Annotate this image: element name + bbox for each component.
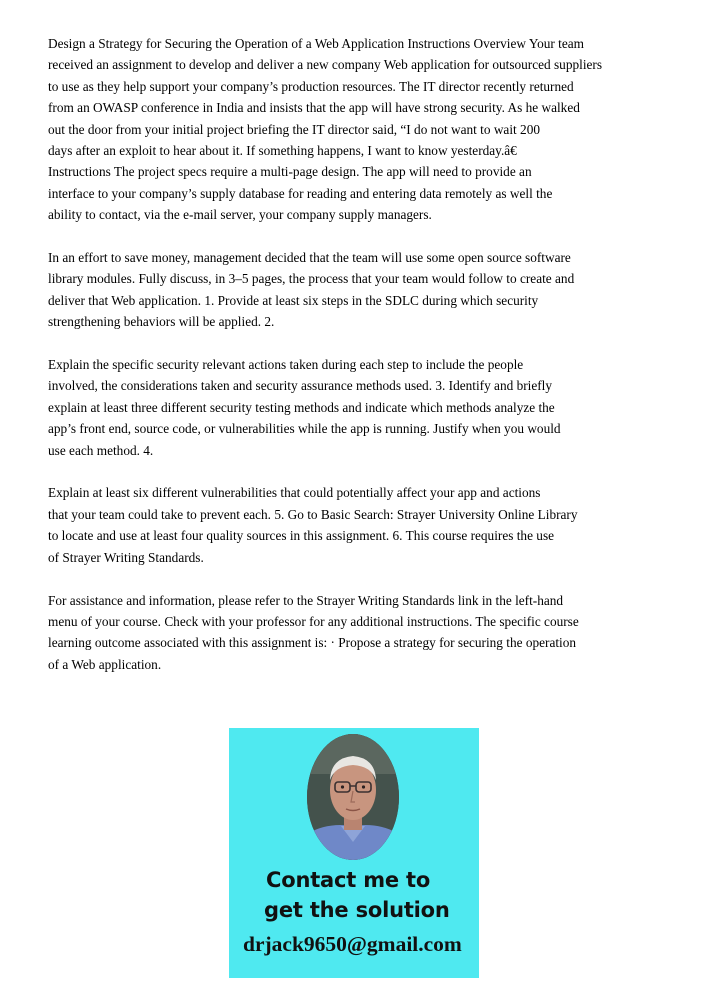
paragraph-4 [48, 482, 668, 568]
text-line: of a Web application. [48, 656, 162, 672]
text-line: that your team could take to prevent each. 5. Go to Basic Search: Strayer University Online Library [48, 506, 578, 522]
text-line: days after an exploit to hear about it. If something happens, I want to know yesterday.â€ [48, 143, 517, 159]
text-line: of Strayer Writing Standards. [48, 549, 204, 565]
text-line: ability to contact, via the e-mail server, your company supply managers. [48, 207, 432, 223]
portrait-photo [307, 734, 399, 860]
paragraph-2 [48, 247, 668, 333]
text-line: out the door from your initial project briefing the IT director said, “I do not want to wait 200 [48, 121, 540, 137]
text-line: Explain the specific security relevant actions taken during each step to include the people [48, 357, 524, 373]
text-line: menu of your course. Check with your professor for any additional instructions. The specific course [48, 613, 579, 629]
text-line: involved, the considerations taken and security assurance methods used. 3. Identify and briefly [48, 378, 553, 394]
text-line: to locate and use at least four quality sources in this assignment. 6. This course requires the use [48, 528, 555, 544]
text-line: deliver that Web application. 1. Provide at least six steps in the SDLC during which security [48, 292, 539, 308]
text-line: library modules. Fully discuss, in 3–5 pages, the process that your team would follow to create and [48, 271, 575, 287]
contact-advert[interactable] [229, 728, 479, 978]
text-line: strengthening behaviors will be applied. 2. [48, 314, 275, 330]
contact-email[interactable]: drjack9650@gmail.com [243, 932, 462, 956]
document-body [48, 33, 668, 697]
text-line: received an assignment to develop and deliver a new company Web application for outsourced suppliers [48, 57, 603, 73]
text-line: interface to your company’s supply database for reading and entering data remotely as well the [48, 185, 553, 201]
text-line: In an effort to save money, management decided that the team will use some open source software [48, 250, 571, 266]
text-line: use each method. 4. [48, 442, 154, 458]
paragraph-1 [48, 33, 668, 226]
text-line: from an OWASP conference in India and insists that the app will have strong security. As he walked [48, 100, 580, 116]
paragraph-5 [48, 590, 668, 676]
text-line: explain at least three different security testing methods and indicate which methods analyze the [48, 399, 555, 415]
contact-heading-line-1: Contact me to [266, 868, 431, 892]
text-line: learning outcome associated with this assignment is: · Propose a strategy for securing the operation [48, 635, 577, 651]
contact-heading-line-2: get the solution [264, 898, 450, 922]
text-line: Design a Strategy for Securing the Operation of a Web Application Instructions Overview Your team [48, 36, 584, 51]
text-line: Instructions The project specs require a multi-page design. The app will need to provide an [48, 164, 532, 180]
text-line: to use as they help support your company’s production resources. The IT director recently returned [48, 78, 574, 94]
text-line: app’s front end, source code, or vulnerabilities while the app is running. Justify when you would [48, 421, 561, 437]
paragraph-3 [48, 354, 668, 461]
text-line: Explain at least six different vulnerabilities that could potentially affect your app and actions [48, 485, 541, 501]
text-line: For assistance and information, please refer to the Strayer Writing Standards link in the left-hand [48, 592, 564, 608]
